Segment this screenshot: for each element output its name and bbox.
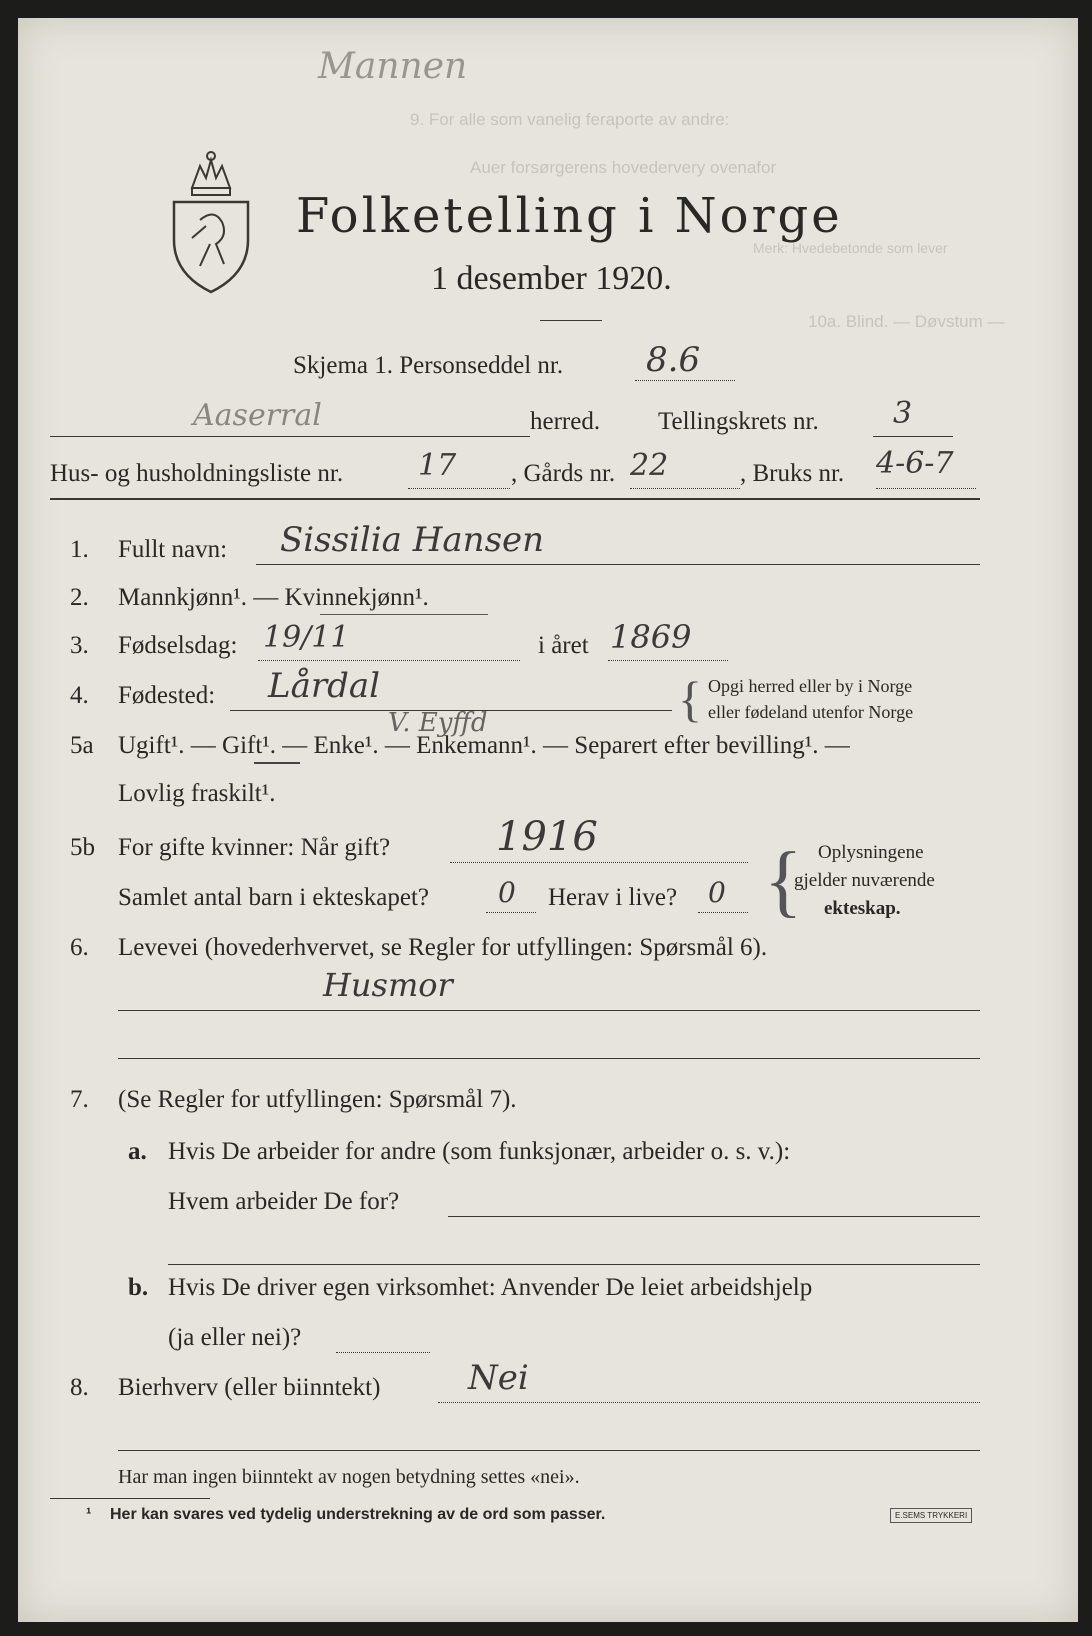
footnote-text: Her kan svares ved tydelig understrekning av de ord som passer. — [110, 1506, 606, 1523]
q7a-text-2: Hvem arbeider De for? — [168, 1188, 400, 1215]
personseddel-line — [635, 380, 735, 381]
q5a-underline — [254, 762, 300, 764]
q5b-answer-2: 0 — [498, 876, 516, 909]
gards-line — [630, 488, 740, 489]
q1-number: 1. — [70, 536, 89, 563]
q5b-answer: 1916 — [496, 814, 598, 860]
q7b-line — [336, 1352, 430, 1353]
q8-answer: Nei — [468, 1358, 529, 1398]
gards-label: , Gårds nr. — [511, 460, 616, 487]
q1-answer: Sissilia Hansen — [280, 520, 545, 560]
q8-label: Bierhverv (eller biinntekt) — [118, 1374, 381, 1401]
q7b-letter: b. — [128, 1274, 149, 1301]
bruks-label: , Bruks nr. — [740, 460, 845, 487]
ghost-text-merk: Merk: Hvedebetonde som lever — [753, 240, 948, 256]
bruks-line — [876, 488, 976, 489]
personseddel-value: 8.6 — [646, 340, 701, 380]
q3-year: 1869 — [610, 618, 692, 656]
q4-note-2: eller fødeland utenfor Norge — [708, 702, 914, 722]
q5b-label-2: Samlet antal barn i ekteskapet? — [118, 884, 429, 911]
q4-brace: { — [678, 671, 702, 727]
q5b-line-2 — [486, 912, 536, 913]
q4-note-1: Opgi herred eller by i Norge — [708, 676, 913, 696]
q5b-note-3: ekteskap. — [824, 898, 901, 919]
q2-underline — [320, 614, 488, 615]
q5b-note-1: Oplysningene — [818, 842, 924, 863]
q6-number: 6. — [70, 934, 89, 961]
header-rule — [50, 498, 980, 500]
q5b-line — [450, 862, 748, 863]
q5b-label: For gifte kvinner: Når gift? — [118, 834, 391, 861]
q1-line — [256, 564, 980, 565]
q6-answer: Husmor — [323, 966, 453, 1004]
printer-stamp: E.SEMS TRYKKERI — [890, 1508, 972, 1523]
hus-line — [408, 488, 510, 489]
gards-value: 22 — [630, 448, 669, 483]
footer-note: Har man ingen biinntekt av nogen betydning settes «nei». — [118, 1466, 580, 1488]
q3-number: 3. — [70, 632, 89, 659]
corner-note: Mannen — [318, 46, 468, 87]
q4-answer: Lårdal — [268, 666, 381, 706]
q3-year-label: i året — [538, 632, 589, 659]
q3-day-line — [258, 660, 520, 661]
herred-value: Aaserral — [193, 398, 322, 433]
q6-line-1 — [118, 1010, 980, 1011]
q5b-line-3 — [698, 912, 748, 913]
q7a-text: Hvis De arbeider for andre (som funksjonær, arbeider o. s. v.): — [168, 1138, 791, 1165]
hus-value: 17 — [418, 448, 457, 483]
q4-overwrite: V. Eyffd — [388, 708, 488, 738]
q5a-number: 5a — [70, 732, 94, 759]
footnote-mark: ¹ — [86, 1506, 92, 1523]
bruks-value: 4-6-7 — [876, 446, 954, 481]
herred-line — [50, 436, 530, 437]
q7b-text-2: (ja eller nei)? — [168, 1324, 302, 1351]
q7b-text: Hvis De driver egen virksomhet: Anvender De leiet arbeidshjelp — [168, 1274, 813, 1301]
q3-day: 19/11 — [263, 620, 350, 655]
q2-text: Mannkjønn¹. — Kvinnekjønn¹. — [118, 584, 429, 611]
herred-label: herred. — [530, 408, 601, 435]
hus-label: Hus- og husholdningsliste nr. — [50, 460, 344, 487]
q8-number: 8. — [70, 1374, 89, 1401]
skjema-label: Skjema 1. Personseddel nr. — [293, 352, 564, 379]
q5b-brace: { — [764, 837, 803, 925]
q3-year-line — [608, 660, 728, 661]
census-form-page — [18, 18, 1078, 1622]
q7-number: 7. — [70, 1086, 89, 1113]
q4-label: Fødested: — [118, 682, 216, 709]
q5a-text: Ugift¹. — Gift¹. — Enke¹. — Enkemann¹. — Separert efter bevilling¹. — — [118, 732, 850, 759]
tellingskrets-value: 3 — [893, 396, 913, 431]
ghost-text-9b: Auer forsørgerens hovedervery ovenafor — [470, 158, 777, 177]
q4-number: 4. — [70, 682, 89, 709]
q7a-line-1 — [448, 1216, 980, 1217]
ghost-text-10a: 10a. Blind. — Døvstum — — [808, 312, 1005, 331]
form-title: Folketelling i Norge — [296, 188, 843, 244]
q8-line — [438, 1402, 980, 1403]
coat-of-arms-icon — [170, 140, 252, 296]
q7a-line-2 — [168, 1264, 980, 1265]
q2-number: 2. — [70, 584, 89, 611]
q5a-text-2: Lovlig fraskilt¹. — [118, 780, 276, 807]
q5b-note-2: gjelder nuværende — [794, 870, 935, 891]
ghost-text-9: 9. For alle som vanelig feraporte av andre: — [410, 110, 730, 129]
q6-line-2 — [118, 1058, 980, 1059]
title-divider — [540, 320, 602, 321]
form-date: 1 desember 1920. — [431, 260, 672, 297]
q3-label: Fødselsdag: — [118, 632, 238, 659]
q5b-label-3: Herav i live? — [548, 884, 678, 911]
footnote-rule — [50, 1498, 210, 1499]
q8-line-2 — [118, 1450, 980, 1451]
q7-text: (Se Regler for utfyllingen: Spørsmål 7). — [118, 1086, 517, 1113]
tellingskrets-label: Tellingskrets nr. — [658, 408, 819, 435]
tellingskrets-line — [873, 436, 953, 437]
q1-label: Fullt navn: — [118, 536, 228, 563]
q6-text: Levevei (hovederhvervet, se Regler for utfyllingen: Spørsmål 6). — [118, 934, 768, 961]
q5b-number: 5b — [70, 834, 95, 861]
q7a-letter: a. — [128, 1138, 147, 1165]
q5b-answer-3: 0 — [708, 876, 726, 909]
